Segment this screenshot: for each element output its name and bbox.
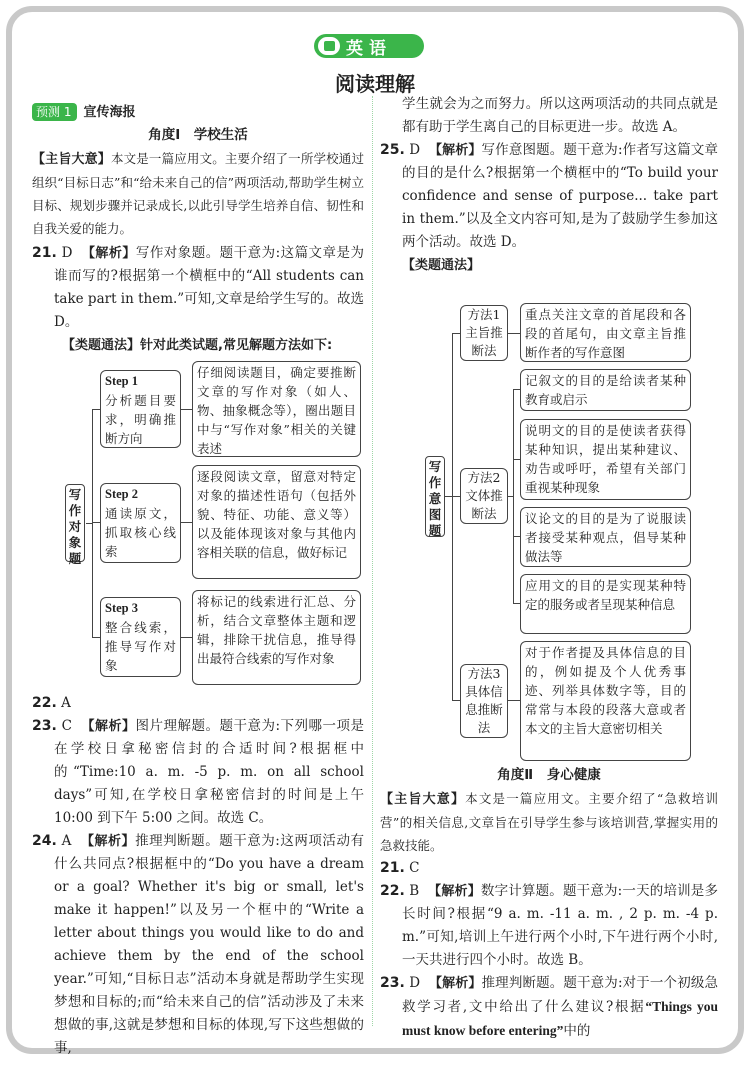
subject-label: 英语 xyxy=(346,38,392,59)
answer-24-continued: 学生就会为之而努力。所以这两项活动的共同点就是都有助于学生离自己的目标更进一步。故选 A。 xyxy=(402,96,718,135)
answer-24 xyxy=(32,830,364,1060)
step-box-2 xyxy=(100,483,181,563)
answer-22 xyxy=(32,692,364,715)
summary-tag: 【主旨大意】 xyxy=(32,152,111,167)
method-box-1: 方法1主旨推断法 xyxy=(460,305,508,361)
connector xyxy=(513,389,514,603)
column-divider xyxy=(372,96,373,1026)
diagram-root: 写作对象题 xyxy=(65,484,85,562)
diagram-root: 写作意图题 xyxy=(425,456,445,537)
answer-21 xyxy=(380,857,718,880)
left-column xyxy=(32,101,364,357)
angle-heading: 角度Ⅱ 身心健康 xyxy=(497,767,601,783)
q-answer: C xyxy=(409,860,420,876)
left-column-lower xyxy=(32,692,364,1060)
answer-25 xyxy=(380,139,718,254)
step-label: Step 3 xyxy=(105,601,138,615)
summary xyxy=(32,147,364,240)
connector xyxy=(92,522,100,523)
connector xyxy=(508,700,520,701)
q-tag: 【解析】 xyxy=(81,246,136,261)
q-text: 推理判断题。题干意为:对于一个初级急救学习者,文中给出了什么建议?根据 xyxy=(402,975,718,1015)
connector xyxy=(452,333,453,701)
prediction-title: 宣传海报 xyxy=(83,105,136,120)
detail-box: 对于作者提及具体信息的目的，例如提及个人优秀事迹、列举具体数字等，目的常常与本段的段落大意或者本文的主旨大意密切相关 xyxy=(520,641,691,761)
detail-box: 仔细阅读题目，确定要推断文章的写作对象（如人、物、抽象概念等），圈出题目中与“写作对象”相关的关键表述 xyxy=(192,361,361,457)
connector xyxy=(513,389,520,390)
q-answer: B xyxy=(409,883,420,899)
q-tag: 【解析】 xyxy=(428,976,482,991)
connector xyxy=(508,333,520,334)
q-num: 21. xyxy=(380,860,405,876)
q-answer: D xyxy=(409,142,421,158)
q-num: 23. xyxy=(380,975,405,991)
step-text: 通读原文，抓取核心线索 xyxy=(105,506,176,559)
q-num: 22. xyxy=(380,883,405,899)
step-box-1 xyxy=(100,370,181,448)
q-quote: “Things you must know before entering” xyxy=(402,999,718,1038)
connector xyxy=(513,603,520,604)
connector xyxy=(181,409,192,410)
method-box-3: 方法3具体信息推断法 xyxy=(460,664,508,738)
connector xyxy=(92,409,100,410)
q-num: 22. xyxy=(32,695,57,711)
detail-box: 重点关注文章的首尾段和各段的首尾句，由文章主旨推断作者的写作意图 xyxy=(520,303,691,362)
q-tag: 【解析】 xyxy=(428,884,481,899)
step-text: 分析题目要求，明确推断方向 xyxy=(105,393,176,446)
answer-22 xyxy=(380,880,718,972)
answer-21 xyxy=(32,242,364,334)
summary-text: 本文是一篇应用文。主要介绍了一所学校通过组织“目标日志”和“给未来自己的信”两项活动,帮助学生树立目标、规划步骤并记录成长,以此引导学生培养自信、韧性和自我关爱的能力。 xyxy=(32,151,364,236)
q-answer: D xyxy=(409,975,421,991)
connector xyxy=(181,637,192,638)
q-num: 24. xyxy=(32,833,57,849)
connector xyxy=(452,333,460,334)
connector xyxy=(452,496,460,497)
detail-box: 说明文的目的是使读者获得某种知识，提出某种建议、劝告或呼吁，希望有关部门重视某种现象 xyxy=(520,419,691,500)
detail-box: 记叙文的目的是给读者某种教育或启示 xyxy=(520,369,691,411)
q-tag: 【解析】 xyxy=(428,143,482,158)
prediction-header xyxy=(32,101,364,124)
connector xyxy=(513,536,520,537)
right-column xyxy=(380,93,718,277)
step-label: Step 2 xyxy=(105,487,138,501)
q-text: 数字计算题。题干意为:一天的培训是多长时间?根据“9 a. m. -11 a. m. , 2 p. m. -4 p. m.”可知,培训上午进行两个小时,下午进行两个小时,一天共进行四个小时。故选 B。 xyxy=(402,883,718,968)
step-label: Step 1 xyxy=(105,374,138,388)
connector xyxy=(181,522,192,523)
connector xyxy=(92,409,93,638)
angle-heading: 角度Ⅰ 学校生活 xyxy=(148,127,248,143)
summary-text: 本文是一篇应用文。主要介绍了“急救培训营”的相关信息,文章旨在引导学生参与该培训营,掌握实用的急救技能。 xyxy=(380,791,718,853)
q-answer: C xyxy=(61,718,72,734)
connector xyxy=(92,637,100,638)
step-text: 整合线索，推导写作对象 xyxy=(105,620,176,673)
q-text: 写作意图题。题干意为:作者写这篇文章的目的是什么?根据第一个横框中的“To build your confidence and sense of purpose... take part in them.”以及全文内容可知,是为了鼓励学生参加这两个活动。故选 D。 xyxy=(402,142,718,250)
summary xyxy=(380,787,718,857)
right-column-lower xyxy=(380,764,718,1043)
q-answer: D xyxy=(61,245,73,261)
method-heading: 【类题通法】针对此类试题,常见解题方法如下: xyxy=(62,338,333,353)
book-icon xyxy=(316,35,342,57)
answer-23 xyxy=(380,972,718,1043)
connector xyxy=(513,459,520,460)
connector xyxy=(452,700,460,701)
answer-23 xyxy=(32,715,364,830)
method-box-2: 方法2文体推断法 xyxy=(460,468,508,524)
q-tag: 【解析】 xyxy=(81,719,136,734)
method-heading: 【类题通法】 xyxy=(402,258,481,273)
detail-box: 逐段阅读文章，留意对特定对象的描述性语句（包括外貌、特征、功能、意义等）以及能体现该对象与其他内容相关联的信息，做好标记 xyxy=(192,465,361,579)
summary-tag: 【主旨大意】 xyxy=(380,792,466,807)
q-text: 写作对象题。题干意为:这篇文章是为谁而写的?根据第一个横框中的“All students can take part in them.”可知,文章是给学生写的。故选 D。 xyxy=(54,245,364,330)
q-text: 图片理解题。题干意为:下列哪一项是在学校日拿秘密信封的合适时间?根据框中的“Time:10 a. m. -5 p. m. on all school days”可知,在学校日拿秘密信封的时间是上午 10:00 到下午 5:00 之间。故选 C。 xyxy=(54,718,364,826)
prediction-badge: 预测 1 xyxy=(32,103,77,121)
q-answer: A xyxy=(61,833,72,849)
subject-badge xyxy=(314,34,424,58)
detail-box: 议论文的目的是为了说服读者接受某种观点，倡导某种做法等 xyxy=(520,507,691,567)
step-box-3 xyxy=(100,597,181,677)
q-num: 25. xyxy=(380,142,405,158)
detail-box: 将标记的线索进行汇总、分析，结合文章整体主题和逻辑，排除干扰信息，推导得出最符合线索的写作对象 xyxy=(192,590,361,685)
q-text: 推理判断题。题干意为:这两项活动有什么共同点?根据框中的“Do you have a dream or a goal? Whether it's big or small, let's make it happen!”以及另一个框中的“Write a letter about things you would like to do and achieve them by the end of the school year.”可知,“目标日志”活动本身就是帮助学生实现梦想和目标的;而“给未来自己的信”活动涉及了未来想做的事,这就是梦想和目标的体现,写下这些想做的事, xyxy=(54,833,364,1056)
q-answer: A xyxy=(61,695,71,711)
detail-box: 应用文的目的是实现某种特定的服务或者呈现某种信息 xyxy=(520,574,691,634)
q-num: 21. xyxy=(32,245,57,261)
q-tag: 【解析】 xyxy=(81,834,136,849)
q-num: 23. xyxy=(32,718,57,734)
page-title: 阅读理解 xyxy=(335,72,415,96)
q-text-tail: 中的 xyxy=(563,1023,591,1039)
